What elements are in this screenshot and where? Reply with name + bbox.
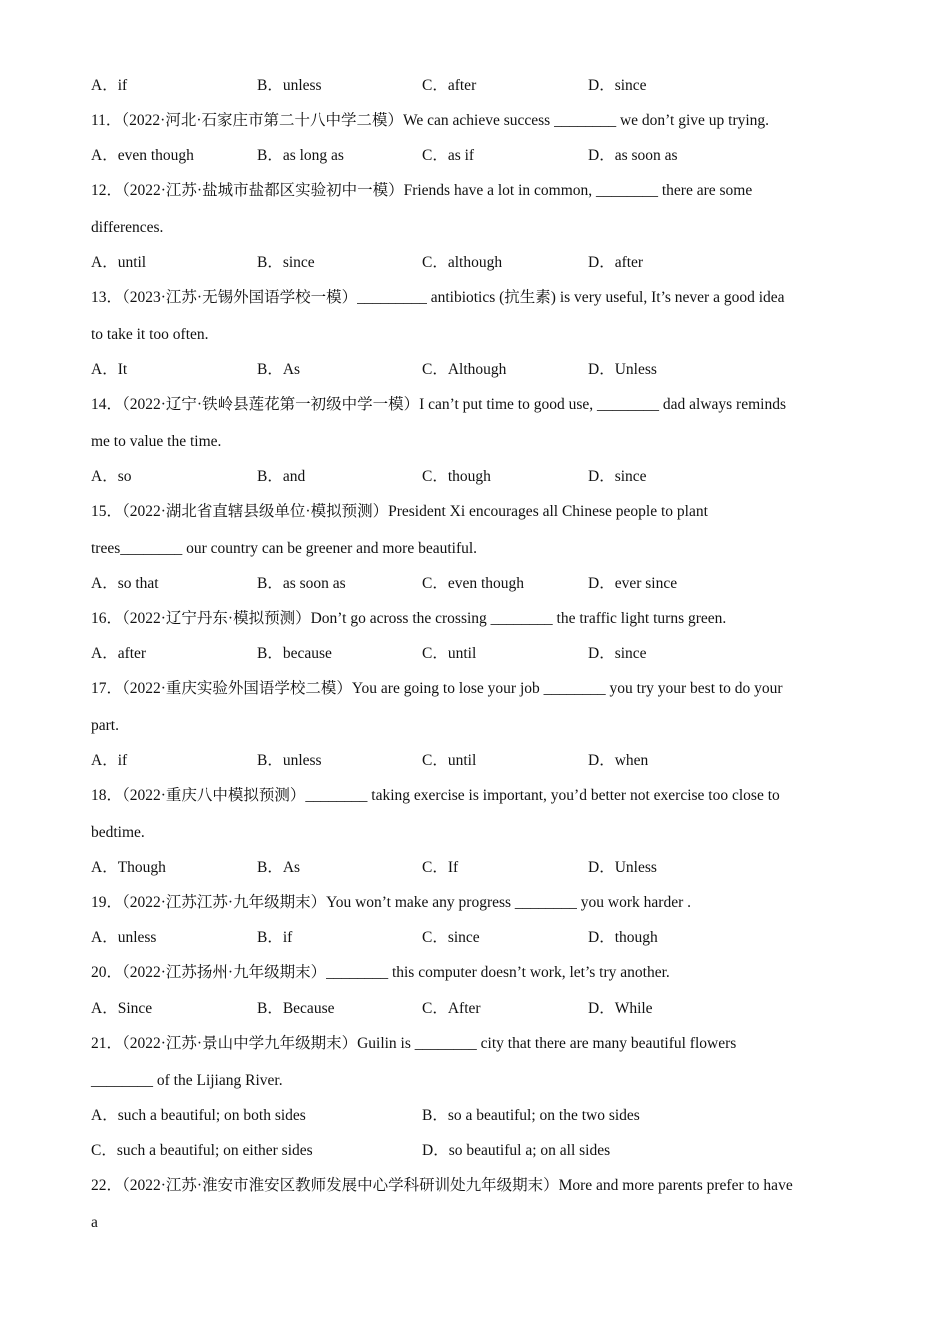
option-b: B．since: [257, 254, 315, 271]
question-22-stem: 22．（2022·江苏·淮安市淮安区教师发展中心学科研训处九年级期末）More and more parents prefer to have: [91, 1177, 793, 1194]
option-b: B．Because: [257, 1000, 335, 1017]
question-15-stem: 15．（2022·湖北省直辖县级单位·模拟预测）President Xi encourages all Chinese people to plant: [91, 503, 708, 520]
question-21-stem: 21．（2022·江苏·景山中学九年级期末）Guilin is ________ city that there are many beautiful flowers: [91, 1035, 737, 1052]
option-d: D．Unless: [588, 361, 657, 378]
option-c: C．although: [422, 254, 503, 271]
option-b: B．As: [257, 361, 301, 378]
question-13-stem-cont: to take it too often.: [91, 326, 209, 343]
option-d: D．since: [588, 77, 647, 94]
question-12-stem: 12．（2022·江苏·盐城市盐都区实验初中一模）Friends have a lot in common, ________ there are some: [91, 182, 753, 199]
option-b: B．because: [257, 645, 332, 662]
option-a: A．even though: [91, 147, 194, 164]
option-a: A．if: [91, 752, 128, 769]
option-b: B．as soon as: [257, 575, 346, 592]
option-b: B．As: [257, 859, 301, 876]
option-a: A．after: [91, 645, 147, 662]
option-b: B．unless: [257, 752, 322, 769]
option-c: C．such a beautiful; on either sides: [91, 1142, 313, 1159]
option-d: D．after: [588, 254, 644, 271]
question-14-stem: 14．（2022·辽宁·铁岭县莲花第一初级中学一模）I can’t put time to good use, ________ dad always reminds: [91, 396, 786, 413]
question-21-stem-cont: ________ of the Lijiang River.: [91, 1072, 283, 1089]
option-a: A．Since: [91, 1000, 153, 1017]
question-22-stem-cont: a: [91, 1214, 98, 1231]
question-18-stem: 18．（2022·重庆八中模拟预测）________ taking exercise is important, you’d better not exercise too close to: [91, 787, 780, 804]
option-c: C．If: [422, 859, 459, 876]
question-17-stem: 17．（2022·重庆实验外国语学校二模）You are going to lose your job ________ you try your best to do your: [91, 680, 783, 697]
question-16-stem: 16．（2022·辽宁丹东·模拟预测）Don’t go across the crossing ________ the traffic light turns green.: [91, 610, 727, 627]
question-19-stem: 19．（2022·江苏江苏·九年级期末）You won’t make any progress ________ you work harder .: [91, 894, 691, 911]
question-11-stem: 11．（2022·河北·石家庄市第二十八中学二模）We can achieve success ________ we don’t give up trying.: [91, 112, 770, 129]
option-b: B．as long as: [257, 147, 344, 164]
option-d: D．While: [588, 1000, 653, 1017]
option-b: B．so a beautiful; on the two sides: [422, 1107, 640, 1124]
option-d: D．Unless: [588, 859, 657, 876]
option-b: B．if: [257, 929, 293, 946]
option-d: D．when: [588, 752, 649, 769]
option-a: A．so that: [91, 575, 159, 592]
option-d: D．ever since: [588, 575, 678, 592]
option-a: A．Though: [91, 859, 166, 876]
option-a: A．so: [91, 468, 132, 485]
option-a: A．such a beautiful; on both sides: [91, 1107, 306, 1124]
option-d: D．since: [588, 468, 647, 485]
option-c: C．After: [422, 1000, 481, 1017]
option-a: A．until: [91, 254, 147, 271]
option-b: B．and: [257, 468, 306, 485]
option-a: A．It: [91, 361, 128, 378]
option-d: D．as soon as: [588, 147, 678, 164]
question-18-stem-cont: bedtime.: [91, 824, 145, 841]
option-c: C．after: [422, 77, 477, 94]
option-b: B．unless: [257, 77, 322, 94]
question-15-stem-cont: trees________ our country can be greener and more beautiful.: [91, 540, 478, 557]
question-20-stem: 20．（2022·江苏扬州·九年级期末）________ this computer doesn’t work, let’s try another.: [91, 964, 670, 981]
question-13-stem: 13．（2023·江苏·无锡外国语学校一模）_________ antibiotics (抗生素) is very useful, It’s never a good idea: [91, 289, 785, 306]
option-a: A．unless: [91, 929, 157, 946]
option-d: D．though: [588, 929, 658, 946]
option-c: C．since: [422, 929, 480, 946]
option-c: C．until: [422, 645, 477, 662]
option-c: C．even though: [422, 575, 525, 592]
question-14-stem-cont: me to value the time.: [91, 433, 222, 450]
question-17-stem-cont: part.: [91, 717, 119, 734]
option-c: C．though: [422, 468, 491, 485]
question-12-stem-cont: differences.: [91, 219, 164, 236]
option-c: C．until: [422, 752, 477, 769]
option-c: C．as if: [422, 147, 475, 164]
option-d: D．since: [588, 645, 647, 662]
option-c: C．Although: [422, 361, 507, 378]
option-a: A．if: [91, 77, 128, 94]
option-d: D．so beautiful a; on all sides: [422, 1142, 611, 1159]
